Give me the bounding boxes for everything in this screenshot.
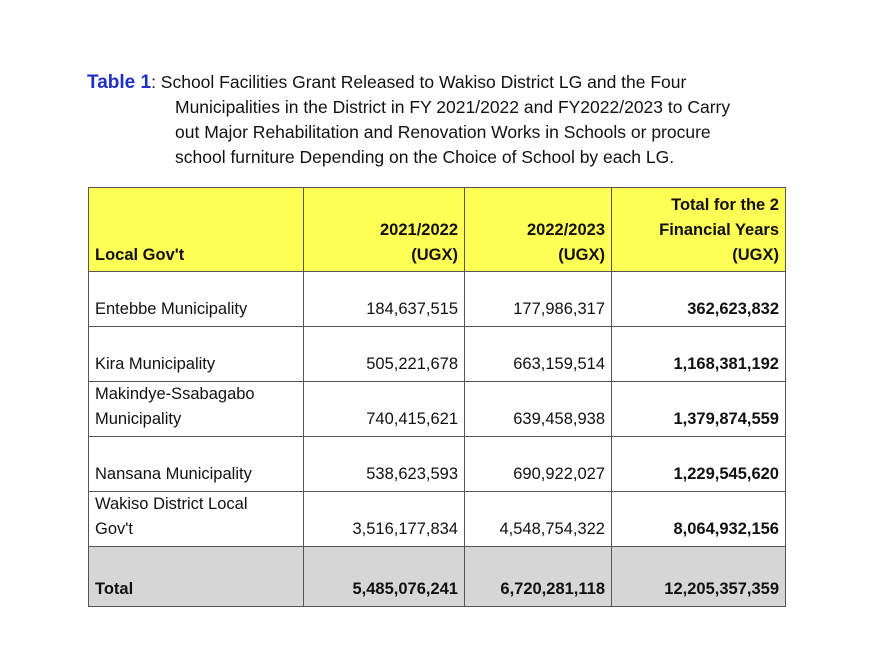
local-gov-name: Kira Municipality [95, 355, 216, 373]
total-grand: 12,205,357,359 [612, 547, 786, 607]
total-label: Total [89, 547, 304, 607]
cell-total: 8,064,932,156 [612, 492, 786, 547]
cell-local-gov [89, 437, 304, 492]
header-fy2 [465, 188, 612, 272]
header-total-line-1: Total for the 2 [671, 196, 779, 214]
cell-fy1: 505,221,678 [304, 327, 465, 382]
local-gov-name-line-2: Gov't [95, 520, 133, 538]
table-caption [87, 70, 807, 170]
cell-fy2: 4,548,754,322 [465, 492, 612, 547]
cell-fy2: 690,922,027 [465, 437, 612, 492]
header-local-gov-text: Local Gov't [95, 246, 185, 264]
cell-fy2: 663,159,514 [465, 327, 612, 382]
cell-local-gov [89, 327, 304, 382]
local-gov-name: Makindye-Ssabagabo [95, 385, 255, 403]
header-row [89, 188, 786, 272]
table-row [89, 272, 786, 327]
caption-line-1 [87, 70, 807, 95]
cell-fy1: 538,623,593 [304, 437, 465, 492]
cell-total: 1,229,545,620 [612, 437, 786, 492]
header-local-gov [89, 188, 304, 272]
caption-line-4: school furniture Depending on the Choice of School by each LG. [175, 147, 675, 167]
total-fy1: 5,485,076,241 [304, 547, 465, 607]
caption-separator: : [151, 72, 156, 92]
header-total-unit: (UGX) [732, 246, 779, 264]
header-total [612, 188, 786, 272]
header-fy1 [304, 188, 465, 272]
header-fy2-year: 2022/2023 [527, 221, 605, 239]
table-label: Table 1 [87, 72, 152, 93]
cell-fy1: 184,637,515 [304, 272, 465, 327]
cell-total: 1,168,381,192 [612, 327, 786, 382]
local-gov-name: Entebbe Municipality [95, 300, 248, 318]
header-fy1-year: 2021/2022 [380, 221, 458, 239]
grant-table [88, 187, 786, 607]
local-gov-name: Nansana Municipality [95, 465, 252, 483]
local-gov-name: Wakiso District Local [95, 495, 248, 513]
cell-local-gov [89, 492, 304, 547]
header-total-line-2: Financial Years [659, 221, 779, 239]
local-gov-name-line-2: Municipality [95, 410, 182, 428]
header-fy1-unit: (UGX) [411, 246, 458, 264]
caption-line-2: Municipalities in the District in FY 2021/2022 and FY2022/2023 to Carry [175, 97, 731, 117]
table-row [89, 327, 786, 382]
table-row [89, 437, 786, 492]
table-row [89, 492, 786, 547]
header-fy2-unit: (UGX) [558, 246, 605, 264]
cell-total: 362,623,832 [612, 272, 786, 327]
cell-total: 1,379,874,559 [612, 382, 786, 437]
total-fy2: 6,720,281,118 [465, 547, 612, 607]
caption-text-1: School Facilities Grant Released to Wakiso District LG and the Four [155, 72, 687, 92]
total-row [89, 547, 786, 607]
cell-fy2: 177,986,317 [465, 272, 612, 327]
cell-fy1: 3,516,177,834 [304, 492, 465, 547]
cell-local-gov [89, 272, 304, 327]
caption-line-3: out Major Rehabilitation and Renovation Works in Schools or procure [175, 122, 711, 142]
cell-fy2: 639,458,938 [465, 382, 612, 437]
cell-fy1: 740,415,621 [304, 382, 465, 437]
cell-local-gov [89, 382, 304, 437]
table-row [89, 382, 786, 437]
